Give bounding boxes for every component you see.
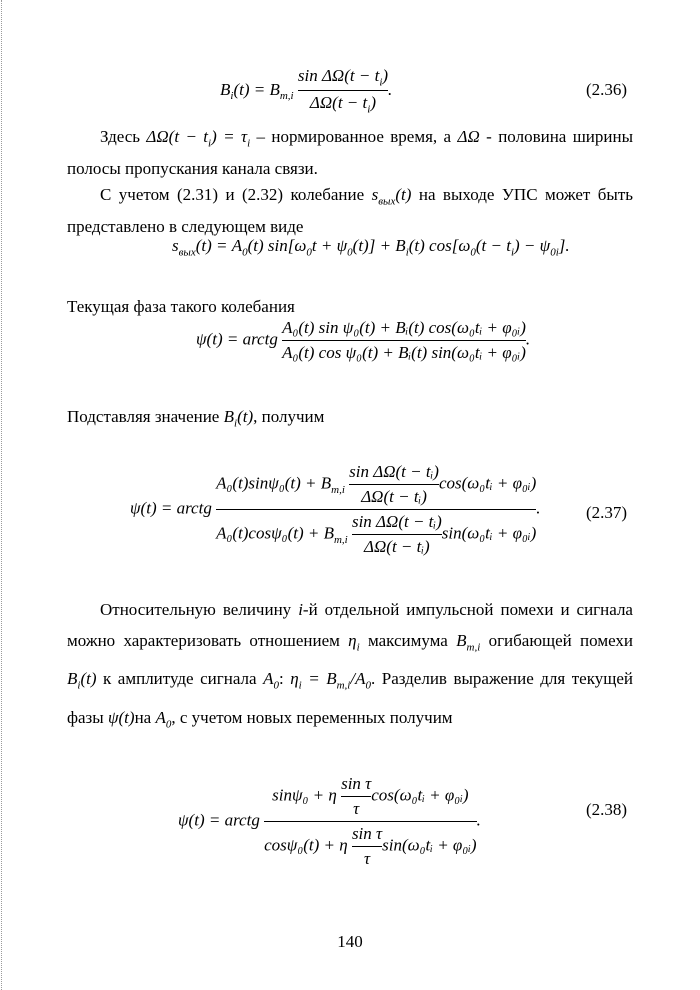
paragraph: С учетом (2.31) и (2.32) колебание $s_{вых}(t)$ на выходе УПС может быть представлено в следующем виде <box>67 185 634 237</box>
paragraph: Относительную величину i-й отдельной импульсной помехи и сигнала можно характеризовать отношением $\eta_i$ максимума $B_{m,i}$ огибающей помехи $B_i(t)$ к амплитуде сигнала $A_0$: $\eta_i = B_{m,i}/A_0$. Разделив выражение для текущей фазы ψ(t)на $A_0$, с учетом новых переменных получим <box>67 600 634 731</box>
paragraph: Здесь $\Delta\Omega(t - t_i) = \tau_i$ – нормированное время, а ΔΩ - половина ширины полосы пропускания канала связи. <box>67 127 634 179</box>
equation-2-38: ψ(t) = arctg sinψ₀ + η $\frac{\text{sin τ}}{\tau}$ cos(ω₀tᵢ + φ₀ᵢ) cosψ₀(t) + η $\frac{\text{sin τ}}{\tau}$ sin(ω₀tᵢ + φ₀ᵢ) . <box>178 774 481 868</box>
paragraph: Текущая фаза такого колебания <box>67 297 295 316</box>
equation-2-37: ψ(t) = arctg $A_0(t)\sin\psi_0(t) + B_{m,i}$ $\frac{\text{sin ΔΩ(t − tᵢ)}}{\text{ΔΩ(t − tᵢ)}}$ cos(ω₀tᵢ + φ₀ᵢ) $A_0(t)\cos\psi_0(t) + B_{m,i}$ $\frac{\text{sin ΔΩ(t − tᵢ)}}{\text{ΔΩ(t − tᵢ)}}$ sin(ω₀tᵢ + φ₀ᵢ) . <box>130 462 541 556</box>
equation-s-out: $s_{вых}(t) = A_0(t) \sin[\omega_0t + \psi_0(t)] + B_i(t) \cos[\omega_0(t - t_i) - \psi_{0i}]$. <box>172 236 570 259</box>
fraction: $\frac{\sin \Delta\Omega(t - t_i)}{\Delta\Omega(t - t_i)}$ <box>297 66 389 116</box>
fraction: $A_0(t)\sin\psi_0(t) + B_{m,i}$ $\frac{\text{sin ΔΩ(t − tᵢ)}}{\text{ΔΩ(t − tᵢ)}}$ cos(ω₀tᵢ + φ₀ᵢ) $A_0(t)\cos\psi_0(t) + B_{m,i}$ $\frac{\text{sin ΔΩ(t − tᵢ)}}{\text{ΔΩ(t − tᵢ)}}$ sin(ω₀tᵢ + φ₀ᵢ) <box>216 462 537 556</box>
equation-number: (2.38) <box>586 800 628 819</box>
fraction: sinψ₀ + η $\frac{\text{sin τ}}{\tau}$ cos(ω₀tᵢ + φ₀ᵢ) cosψ₀(t) + η $\frac{\text{sin τ}}{\tau}$ sin(ω₀tᵢ + φ₀ᵢ) <box>264 774 477 868</box>
fraction: $\frac{\text{A₀(t) sin ψ₀(t) + Bᵢ(t) cos(ω₀tᵢ + φ₀ᵢ)}}{\text{A₀(t) cos ψ₀(t) + Bᵢ(t) sin(ω₀tᵢ + φ₀ᵢ)}}$ <box>282 318 526 362</box>
equation-2-36: $B_i(t) = B_{m,i}$ $\frac{\sin \Delta\Omega(t - t_i)}{\Delta\Omega(t - t_i)}$ . <box>220 66 393 116</box>
page-left-border <box>1 0 2 990</box>
equation-number: (2.36) <box>586 80 628 99</box>
paragraph: Подставляя значение $B_i(t)$, получим <box>67 407 325 430</box>
equation-phase: ψ(t) = arctg $\frac{\text{A₀(t) sin ψ₀(t) + Bᵢ(t) cos(ω₀tᵢ + φ₀ᵢ)}}{\text{A₀(t) cos ψ₀(t) + Bᵢ(t) sin(ω₀tᵢ + φ₀ᵢ)}}$ . <box>196 318 531 362</box>
equation-number: (2.37) <box>586 503 628 522</box>
page-number: 140 <box>337 932 363 951</box>
